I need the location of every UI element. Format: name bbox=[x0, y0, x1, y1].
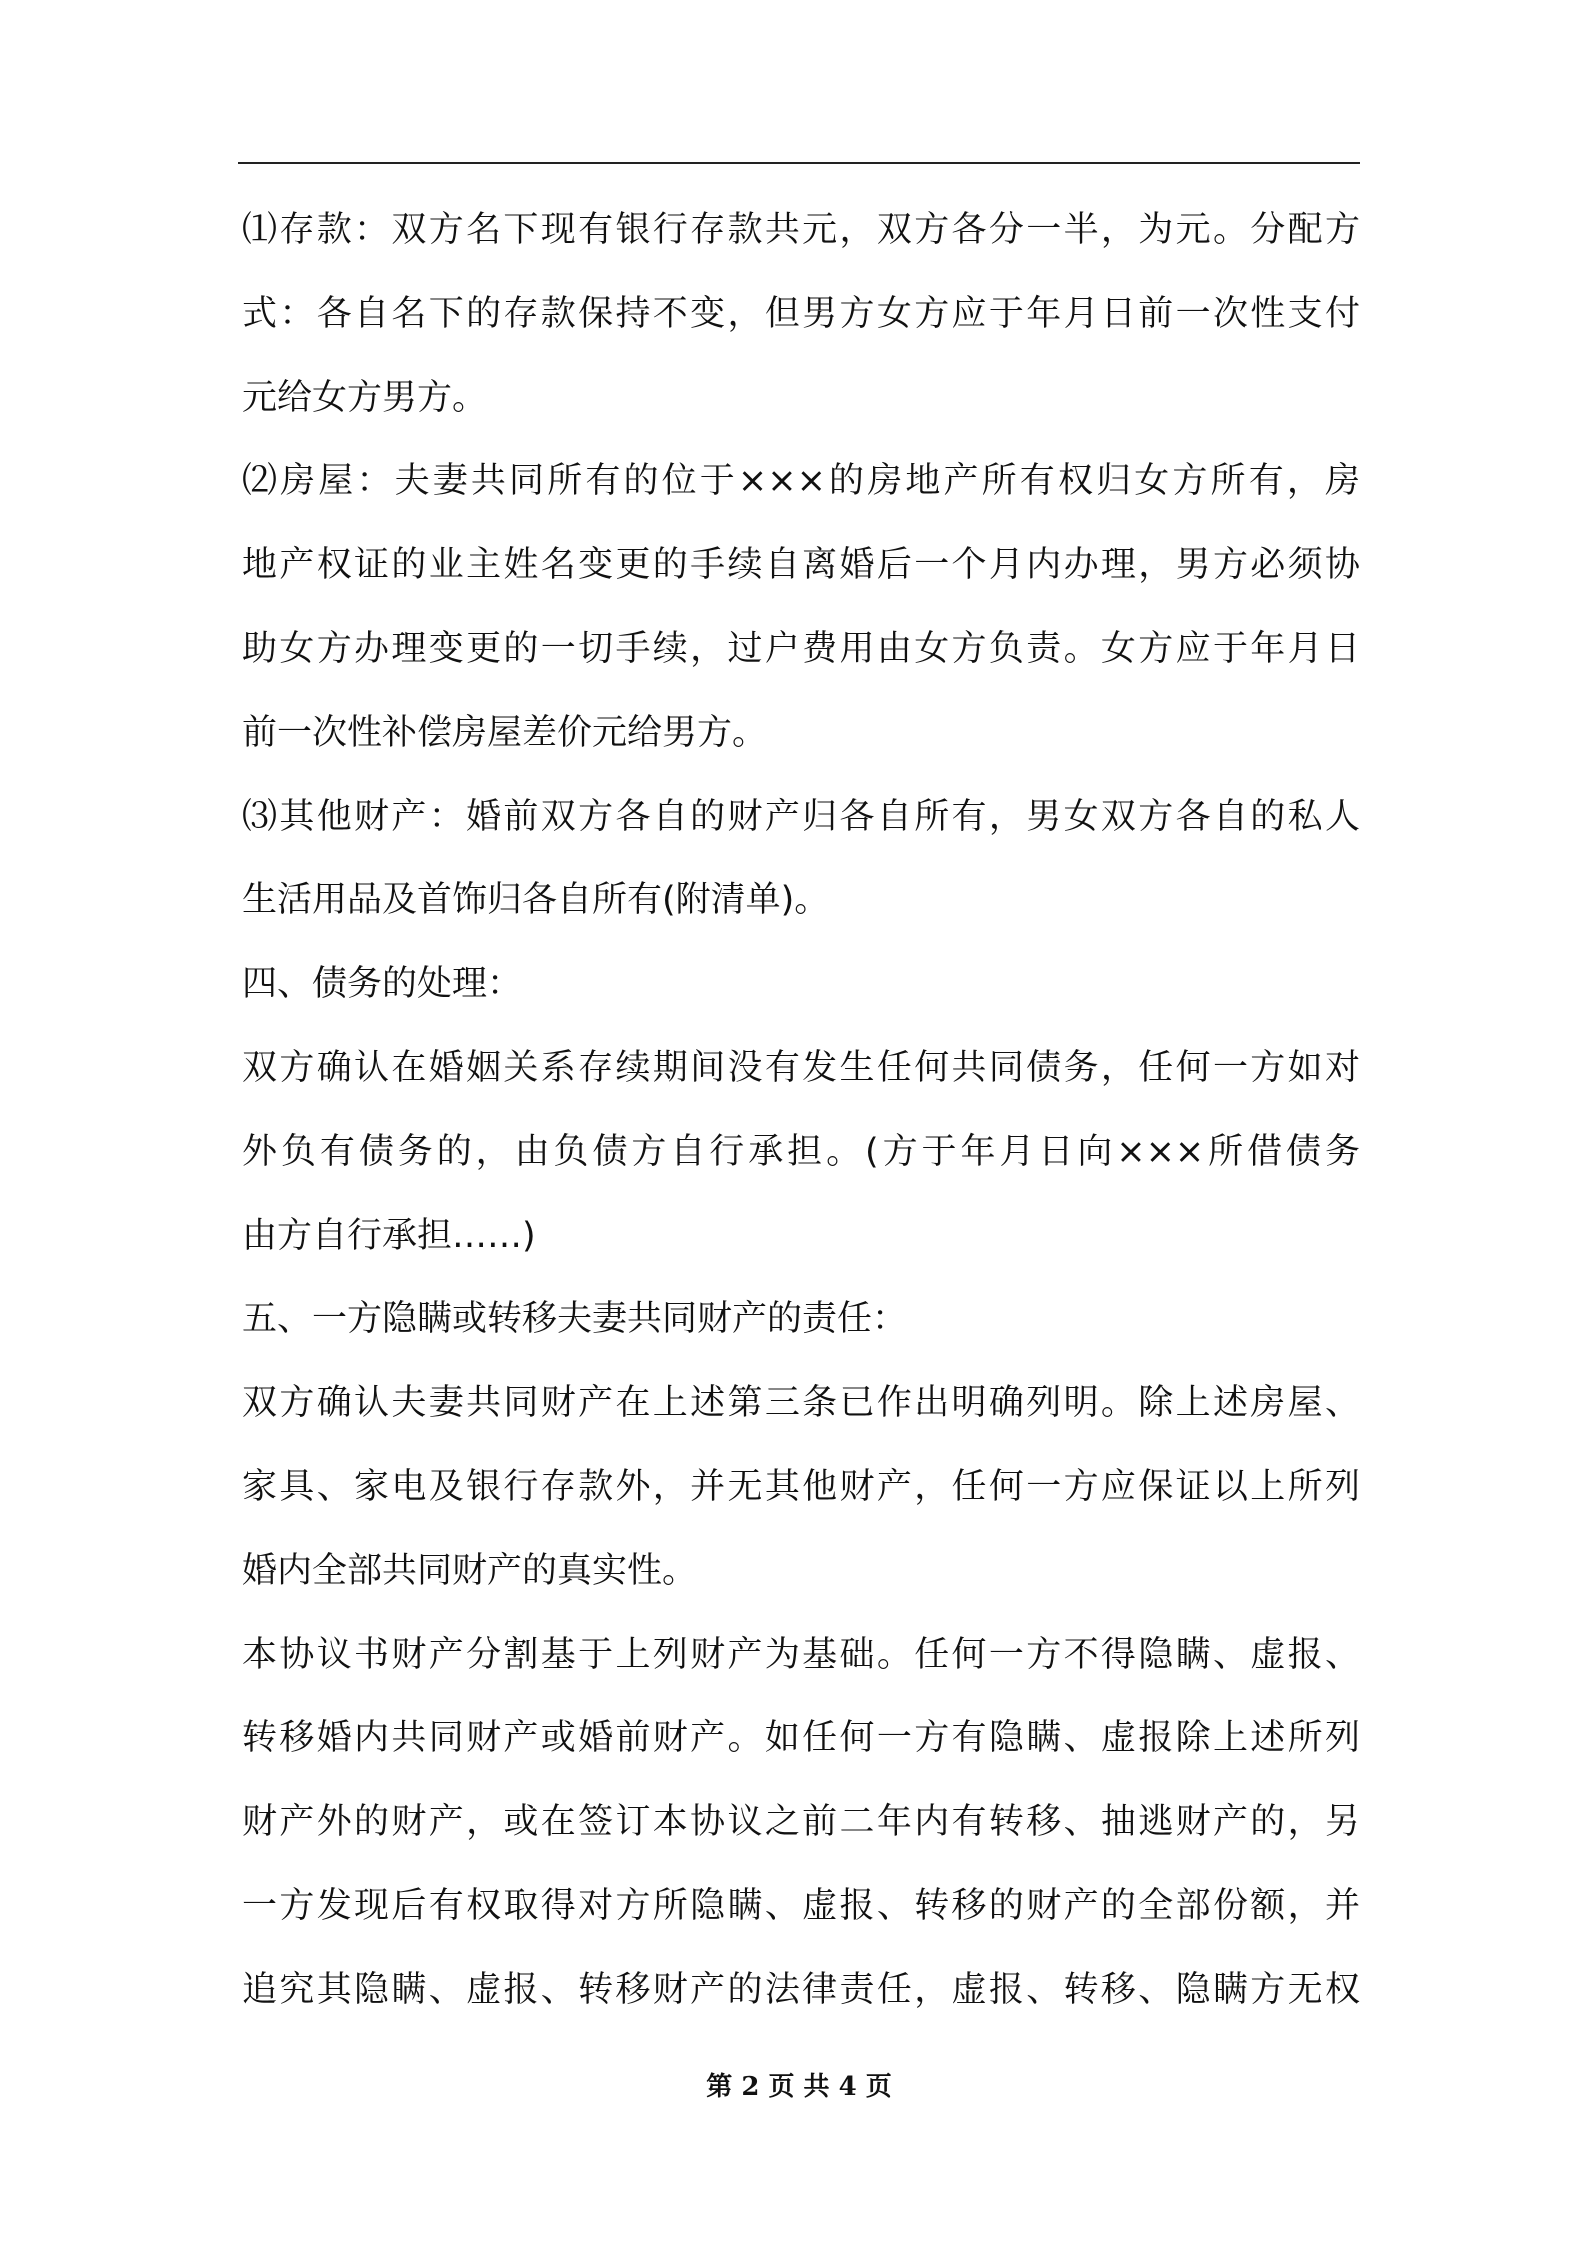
text-line: ⑴存款：双方名下现有银行存款共元，双方各分一半，为元。分配方 bbox=[242, 210, 1360, 250]
text-line: 地产权证的业主姓名变更的手续自离婚后一个月内办理，男方必须协 bbox=[242, 545, 1360, 586]
text-line: 婚内全部共同财产的真实性。 bbox=[242, 1550, 698, 1591]
text-line: ⑵房屋：夫妻共同所有的位于×××的房地产所有权归女方所有，房 bbox=[242, 461, 1360, 502]
text-line: 本协议书财产分割基于上列财产为基础。任何一方不得隐瞒、虚报、 bbox=[242, 1634, 1360, 1675]
text-line: 前一次性补偿房屋差价元给男方。 bbox=[242, 712, 768, 753]
text-line: 家具、家电及银行存款外，并无其他财产，任何一方应保证以上所列 bbox=[242, 1466, 1360, 1507]
document-body bbox=[242, 189, 1360, 2033]
text-line: 由方自行承担……) bbox=[242, 1215, 536, 1256]
text-line: ⑶其他财产：婚前双方各自的财产归各自所有，男女双方各自的私人 bbox=[242, 796, 1360, 837]
text-line: 式：各自名下的存款保持不变，但男方女方应于年月日前一次性支付 bbox=[242, 293, 1360, 334]
text-line: 财产外的财产，或在签订本协议之前二年内有转移、抽逃财产的，另 bbox=[242, 1802, 1360, 1843]
header-rule bbox=[238, 162, 1360, 164]
paragraph-division-basis bbox=[242, 1614, 1360, 2033]
text-line: 双方确认在婚姻关系存续期间没有发生任何共同债务，任何一方如对 bbox=[242, 1047, 1360, 1088]
paragraph-house bbox=[242, 440, 1360, 775]
text-line: 转移婚内共同财产或婚前财产。如任何一方有隐瞒、虚报除上述所列 bbox=[242, 1718, 1360, 1759]
text-line: 助女方办理变更的一切手续，过户费用由女方负责。女方应于年月日 bbox=[242, 628, 1360, 669]
page-footer: 第 2 页 共 4 页 bbox=[706, 2072, 892, 2102]
text-line: 追究其隐瞒、虚报、转移财产的法律责任，虚报、转移、隐瞒方无权 bbox=[242, 1969, 1360, 2010]
section-heading: 五、一方隐瞒或转移夫妻共同财产的责任： bbox=[242, 1299, 908, 1340]
text-line: 双方确认夫妻共同财产在上述第三条已作出明确列明。除上述房屋、 bbox=[242, 1383, 1360, 1424]
section-heading-concealment bbox=[242, 1278, 1360, 1362]
text-line: 元给女方男方。 bbox=[242, 377, 488, 418]
section-heading-debts bbox=[242, 943, 1360, 1027]
paragraph-joint-property-confirmation bbox=[242, 1362, 1360, 1613]
text-line: 生活用品及首饰归各自所有(附清单)。 bbox=[242, 880, 830, 921]
text-line: 外负有债务的，由负债方自行承担。(方于年月日向×××所借债务 bbox=[242, 1131, 1360, 1172]
paragraph-debts bbox=[242, 1027, 1360, 1278]
section-heading: 四、债务的处理： bbox=[242, 964, 523, 1005]
paragraph-deposits bbox=[242, 189, 1360, 440]
paragraph-other-property bbox=[242, 776, 1360, 944]
text-line: 一方发现后有权取得对方所隐瞒、虚报、转移的财产的全部份额，并 bbox=[242, 1885, 1360, 1926]
